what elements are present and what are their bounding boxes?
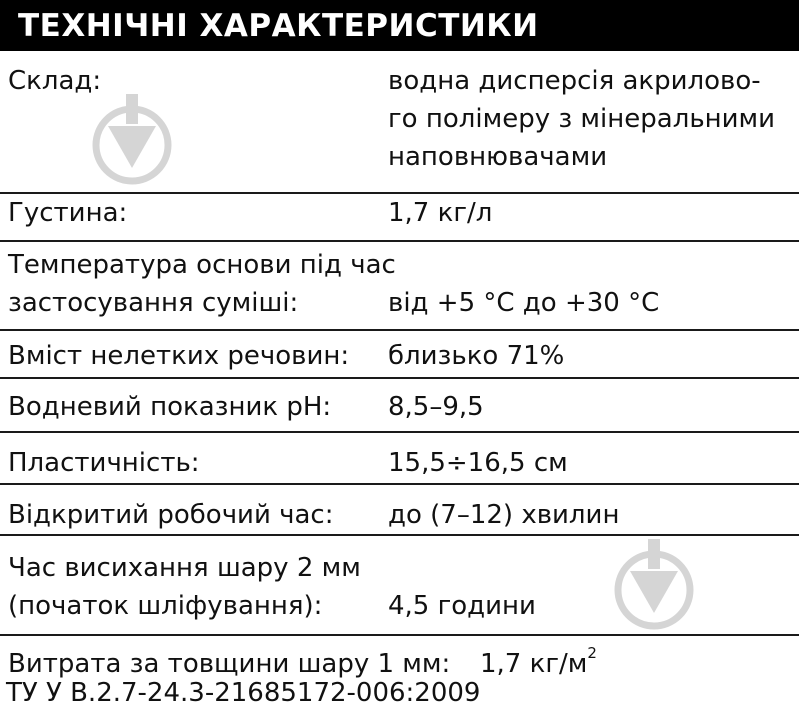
spec-value: 1,7 кг/л	[388, 198, 493, 228]
spec-label: Температура основи під час застосування суміші:	[8, 250, 396, 318]
spec-value-text: 1,7 кг/м	[480, 649, 588, 679]
spec-value: до (7–12) хвилин	[388, 500, 620, 530]
watermark-logo-icon	[88, 90, 176, 190]
spec-row-consumption	[0, 636, 799, 678]
spec-label: Витрата за товщини шару 1 мм:	[8, 649, 451, 679]
spec-value: 4,5 години	[388, 591, 536, 621]
spec-value: 8,5–9,5	[388, 392, 484, 422]
spec-label: Пластичність:	[8, 448, 200, 478]
spec-value: близько 71%	[388, 341, 565, 371]
spec-label: Час висихання шару 2 мм (початок шліфування):	[8, 553, 361, 621]
standard-reference: ТУ У В.2.7-24.3-21685172-006:2009	[6, 678, 481, 708]
spec-row-temperature	[0, 242, 799, 331]
spec-label: Відкритий робочий час:	[8, 500, 334, 530]
section-header	[0, 0, 799, 51]
spec-value-superscript: 2	[587, 644, 597, 663]
spec-row-density	[0, 194, 799, 242]
spec-label: Водневий показник рН:	[8, 392, 332, 422]
spec-value: 15,5÷16,5 см	[388, 448, 568, 478]
spec-value: від +5 °C до +30 °C	[388, 288, 660, 318]
spec-row-plasticity	[0, 433, 799, 485]
spec-row-open-time	[0, 485, 799, 536]
spec-label: Густина:	[8, 198, 128, 228]
spec-value	[480, 645, 597, 683]
watermark-logo-icon	[610, 535, 698, 635]
spec-label: Склад:	[8, 66, 102, 96]
spec-value: водна дисперсія акрилово- го полімеру з мінеральними наповнювачами	[388, 66, 776, 172]
spec-row-ph	[0, 379, 799, 433]
section-title: ТЕХНІЧНІ ХАРАКТЕРИСТИКИ	[18, 7, 539, 44]
spec-row-solids	[0, 331, 799, 379]
spec-label: Вміст нелетких речовин:	[8, 341, 350, 371]
